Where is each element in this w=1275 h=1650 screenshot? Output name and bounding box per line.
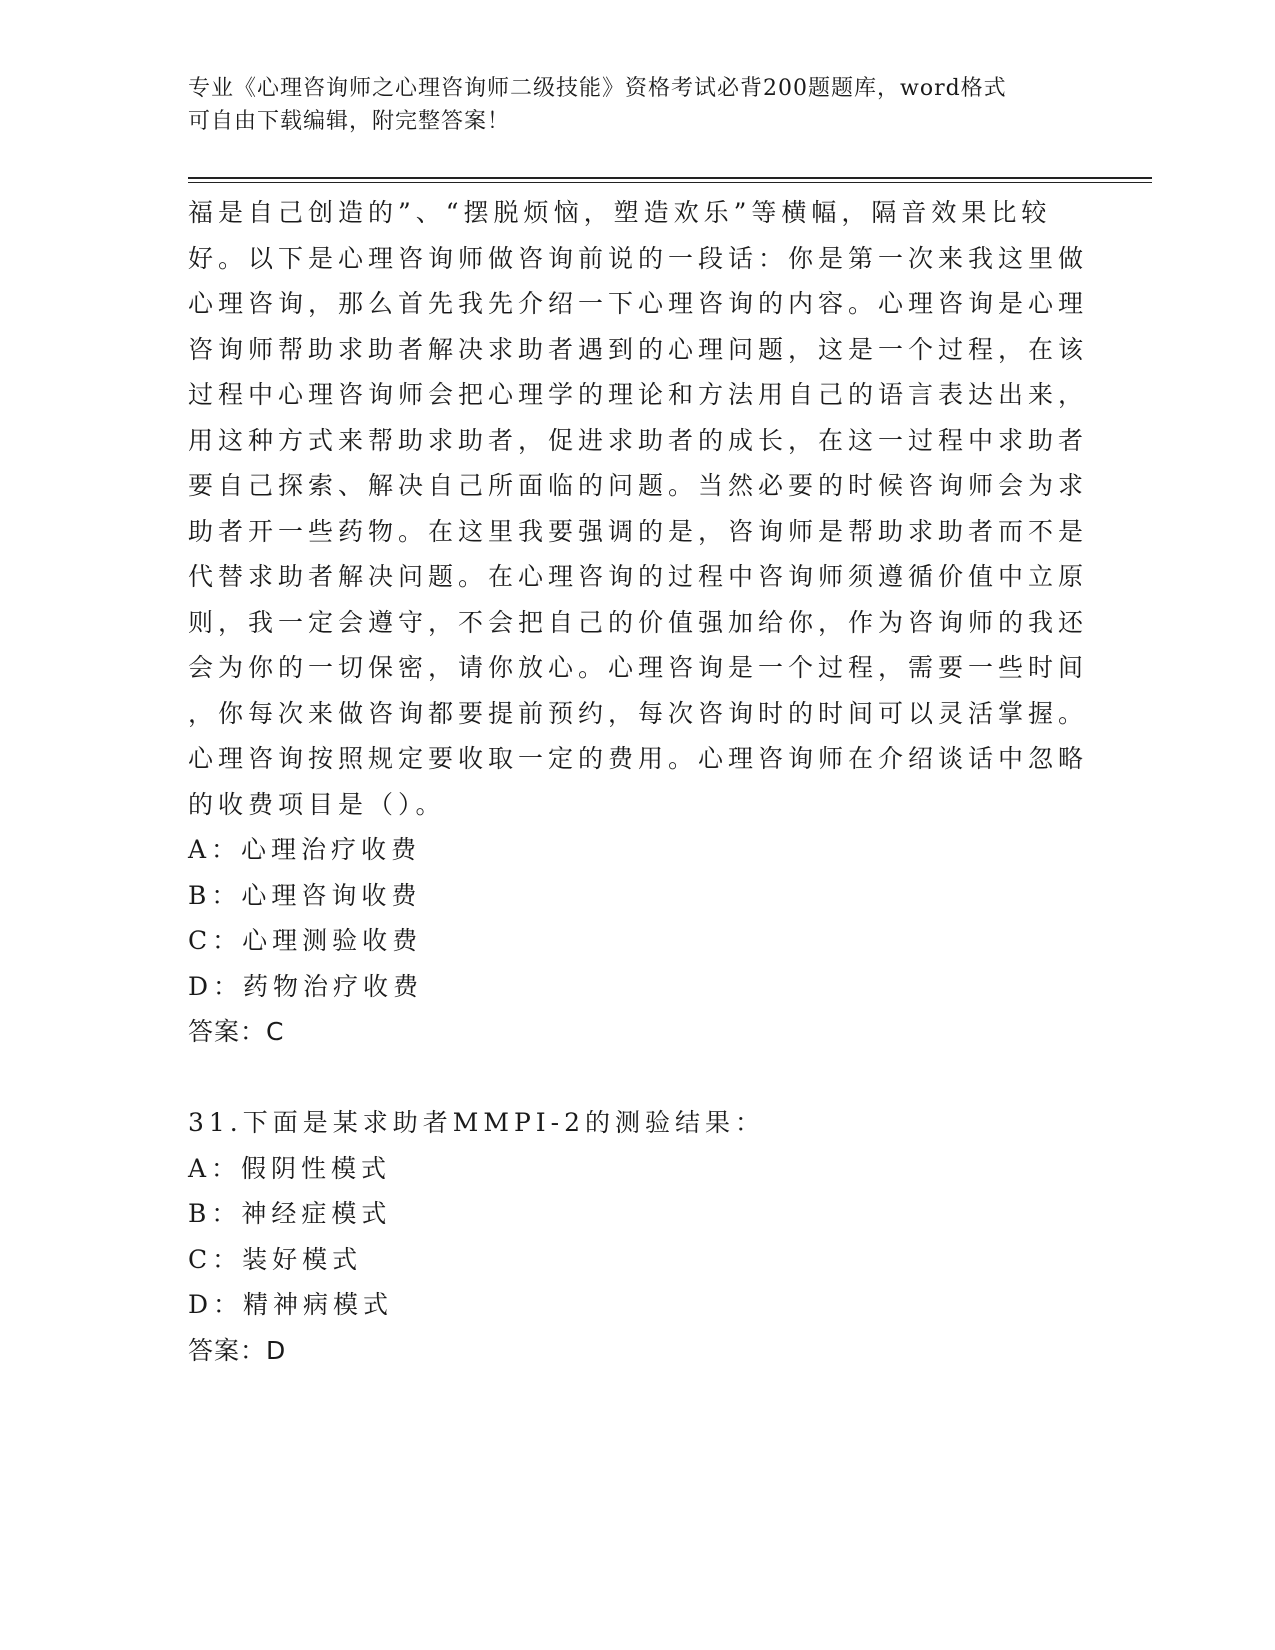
option-a: A：心理治疗收费 [188,835,422,864]
option-b: B：神经症模式 [188,1199,392,1228]
question-text-line: 代替求助者解决问题。在心理咨询的过程中咨询师须遵循价值中立原 [188,562,1089,591]
document-body [188,190,1089,1373]
header-line-1: 专业《心理咨询师之心理咨询师二级技能》资格考试必背200题题库，word格式 [188,76,1007,101]
question-text-line: 要自己探索、解决自己所面临的问题。当然必要的时候咨询师会为求 [188,471,1089,500]
question-text-line: 则，我一定会遵守，不会把自己的价值强加给你，作为咨询师的我还 [188,607,1089,637]
page-header [188,72,1088,138]
question-text-line: 心理咨询按照规定要收取一定的费用。心理咨询师在介绍谈话中忽略 [188,744,1089,773]
option-c: C：心理测验收费 [188,926,423,955]
question-30 [188,190,1089,1055]
question-text-line: 用这种方式来帮助求助者，促进求助者的成长，在这一过程中求助者 [188,425,1089,455]
question-stem: 31.下面是某求助者MMPI-2的测验结果： [188,1108,766,1137]
question-text-line: 过程中心理咨询师会把心理学的理论和方法用自己的语言表达出来， [188,380,1089,409]
question-text-line: ，你每次来做咨询都要提前预约，每次咨询时的时间可以灵活掌握。 [188,698,1089,728]
option-a: A：假阴性模式 [188,1153,392,1183]
header-line-2: 可自由下载编辑，附完整答案！ [188,109,511,134]
header-divider [188,177,1152,183]
question-31 [188,1100,1068,1373]
question-text-line: 咨询师帮助求助者解决求助者遇到的心理问题，这是一个过程，在该 [188,334,1089,364]
option-d: D：药物治疗收费 [188,971,424,1001]
option-b: B：心理咨询收费 [188,880,422,910]
option-d: D：精神病模式 [188,1290,394,1319]
answer-line: 答案：C [188,1017,285,1046]
question-text-line: 的收费项目是（）。 [188,789,446,819]
option-c: C：装好模式 [188,1244,363,1274]
question-text-line: 好。以下是心理咨询师做咨询前说的一段话：你是第一次来我这里做 [188,243,1089,273]
answer-line: 答案：D [188,1335,287,1365]
question-text-line: 福是自己创造的”、“摆脱烦恼，塑造欢乐”等横幅，隔音效果比较 [188,198,1052,227]
question-spacer [188,1055,1068,1101]
question-text-line: 助者开一些药物。在这里我要强调的是，咨询师是帮助求助者而不是 [188,516,1089,546]
question-text-line: 心理咨询，那么首先我先介绍一下心理咨询的内容。心理咨询是心理 [188,289,1089,318]
question-text-line: 会为你的一切保密，请你放心。心理咨询是一个过程，需要一些时间 [188,653,1089,682]
